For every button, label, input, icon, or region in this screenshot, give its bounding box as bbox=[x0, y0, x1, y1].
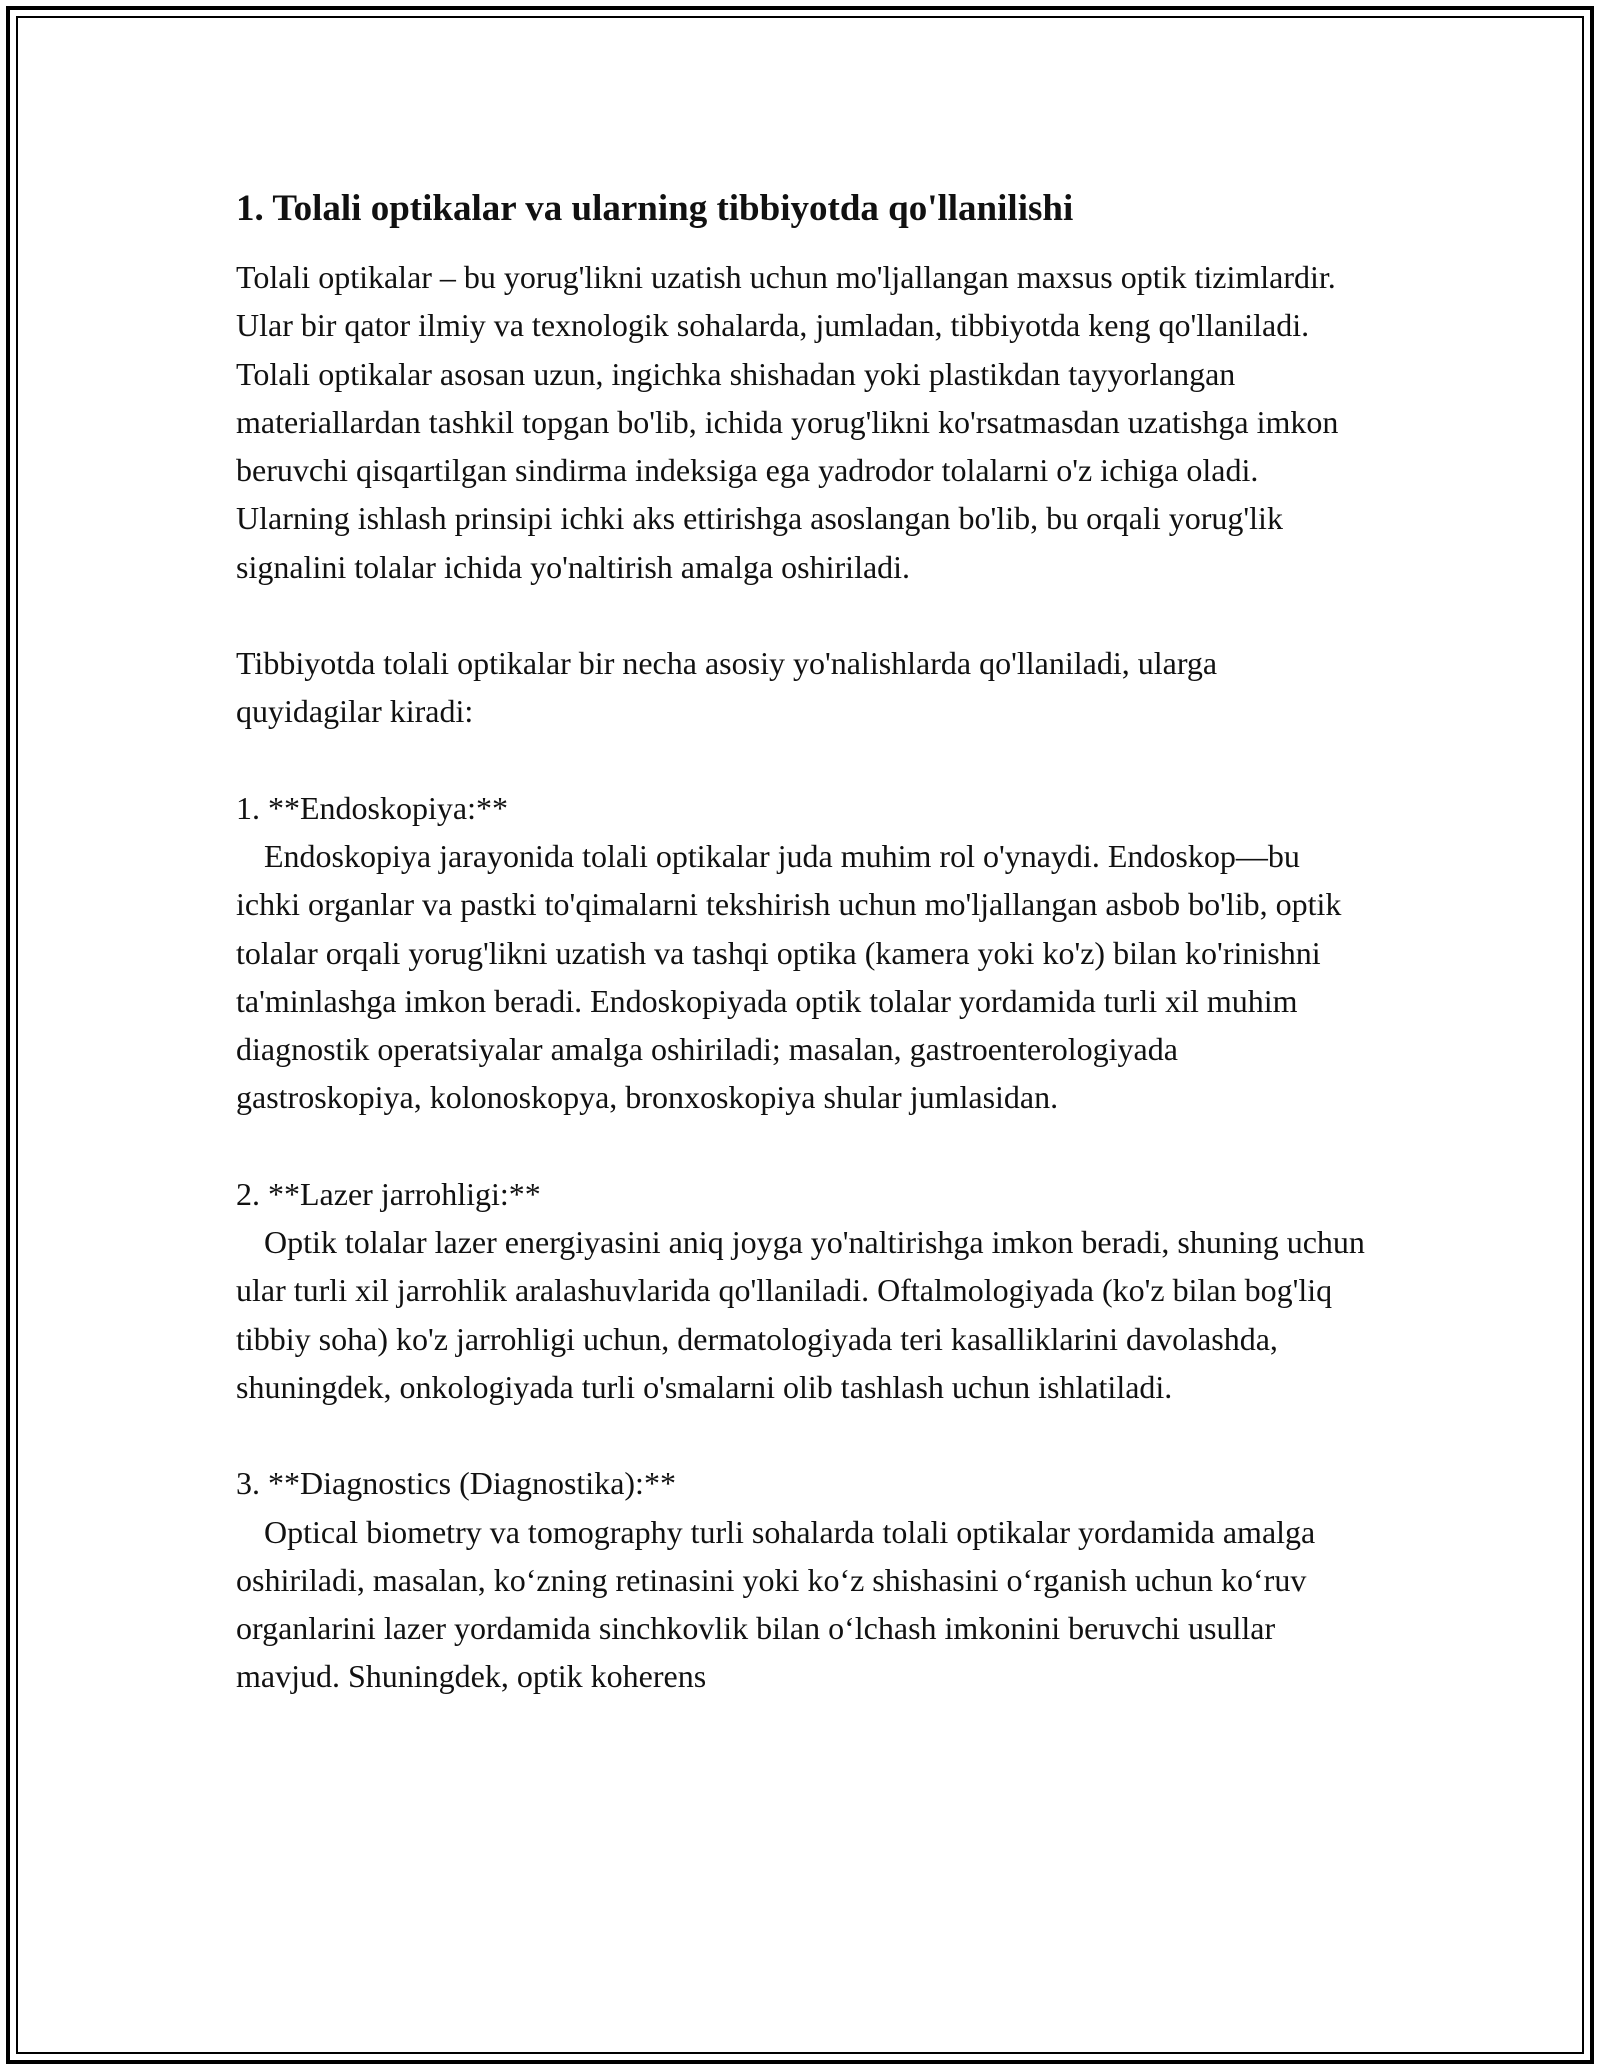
list-item-title: 3. **Diagnostics (Diagnostika):** bbox=[236, 1465, 676, 1502]
intro-paragraph: Tolali optikalar – bu yorug'likni uzatish uchun mo'ljallangan maxsus optik tizimlardir. Ular bir qator ilmiy va texnologik sohalarda, jumladan, tibbiyotda keng qo'llaniladi. Tolali optikalar asosan uzun, ingichka shishadan yoki plastikdan tayyorlangan materiallardan tashkil topgan bo'lib, ichida yorug'likni ko'rsatmasdan uzatishga imkon beruvchi qisqartilgan sindirma indeksiga ega yadrodor tolalarni o'z ichiga oladi. Ularning ishlash prinsipi ichki aks ettirishga asoslangan bo'lib, bu orqali yorug'lik signalini tolalar ichida yo'naltirish amalga oshiriladi. bbox=[236, 259, 1347, 585]
list-item-endoscopy bbox=[236, 784, 1366, 1122]
paragraph-spacer bbox=[236, 1411, 1366, 1459]
list-item-body: Optical biometry va tomography turli sohalarda tolali optikalar yordamida amalga oshiriladi, masalan, koʻzning retinasini yoki koʻz shishasini oʻrganish uchun koʻruv organlarini lazer yordamida sinchkovlik bilan oʻlchash imkonini beruvchi usullar mavjud. Shuningdek, optik koherens bbox=[236, 1513, 1316, 1695]
list-item-title: 1. **Endoskopiya:** bbox=[236, 789, 508, 826]
list-item-body: Endoskopiya jarayonida tolali optikalar juda muhim rol o'ynaydi. Endoskop—bu ichki organlar va pastki to'qimalarni tekshirish uchun mo'ljallangan asbob bo'lib, optik tolalar orqali yorug'likni uzatish va tashqi optika (kamera yoki ko'z) bilan ko'rinishni ta'minlashga imkon beradi. Endoskopiyada optik tolalar yordamida turli xil muhim diagnostik operatsiyalar amalga oshiriladi; masalan, gastroenterologiyada gastroskopiya, kolonoskopya, bronxoskopiya shular jumlasidan. bbox=[236, 837, 1342, 1116]
list-item-body: Optik tolalar lazer energiyasini aniq joyga yo'naltirishga imkon beradi, shuning uchun ular turli xil jarrohlik aralashuvlarida qo'llaniladi. Oftalmologiyada (ko'z bilan bog'liq tibbiy soha) ko'z jarrohligi uchun, dermatologiyada teri kasalliklarini davolashda, shuningdek, onkologiyada turli o'smalarni olib tashlash uchun ishlatiladi. bbox=[236, 1224, 1365, 1405]
list-item-diagnostics bbox=[236, 1459, 1366, 1700]
paragraph-spacer bbox=[236, 1122, 1366, 1170]
list-item-title: 2. **Lazer jarrohligi:** bbox=[236, 1175, 541, 1212]
paragraph-spacer bbox=[236, 736, 1366, 784]
list-item-laser-surgery bbox=[236, 1170, 1366, 1411]
document-body bbox=[236, 185, 1366, 1701]
section-heading: 1. Tolali optikalar va ularning tibbiyotda qo'llanilishi bbox=[236, 188, 1074, 229]
paragraph-spacer bbox=[236, 591, 1366, 639]
lead-paragraph: Tibbiyotda tolali optikalar bir necha asosiy yo'nalishlarda qo'llaniladi, ularga quyidagilar kiradi: bbox=[236, 645, 1226, 730]
